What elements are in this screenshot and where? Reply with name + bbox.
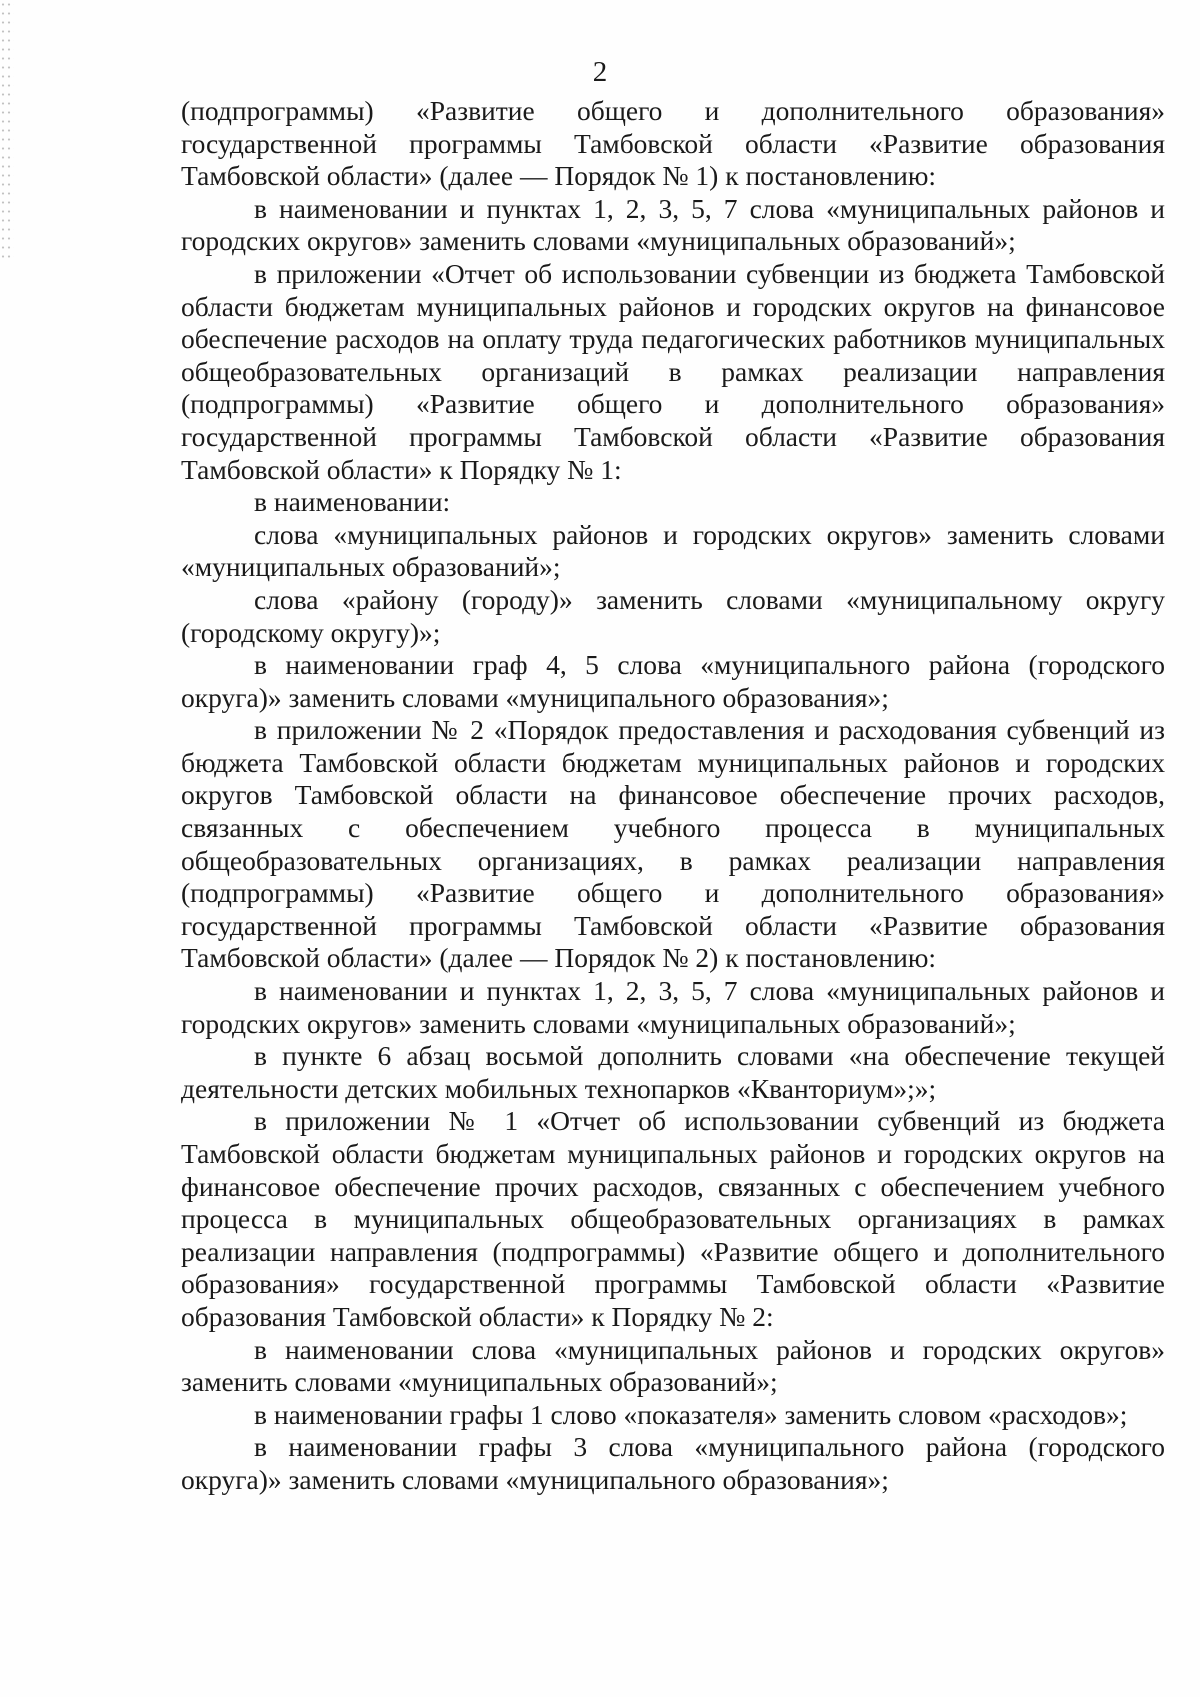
- document-body: [181, 95, 1165, 1497]
- paragraph: в наименовании:: [254, 486, 451, 518]
- paragraph: в наименовании слова «муниципальных районов и городских округов» заменить словами «муниципальных образований»;: [181, 1333, 1165, 1398]
- paragraph: в наименовании графы 3 слова «муниципального района (городского округа)» заменить словами «муниципального образования»;: [181, 1431, 1165, 1495]
- paragraph: (подпрограммы) «Развитие общего и дополнительного образования» государственной программы Тамбовской области «Развитие образования Тамбовской области» (далее — Порядок № 1) к постановлению:: [181, 95, 1165, 192]
- paragraph: в наименовании и пунктах 1, 2, 3, 5, 7 слова «муниципальных районов и городских округов» заменить словами «муниципальных образований»;: [181, 975, 1165, 1039]
- paragraph: в приложении № 2 «Порядок предоставления и расходования субвенций из бюджета Тамбовской области бюджетам муниципальных районов и городских округов Тамбовской области на финансовое обеспечение прочих расходов, связанных с обеспечением учебного процесса в муниципальных общеобразовательных организациях, в рамках реализации направления (подпрограммы) «Развитие общего и дополнительного образования» государственной программы Тамбовской области «Развитие образования Тамбовской области» (далее — Порядок № 2) к постановлению:: [181, 714, 1165, 974]
- paragraph: в наименовании графы 1 слово «показателя» заменить словом «расходов»;: [254, 1398, 1128, 1430]
- paragraph: в наименовании и пунктах 1, 2, 3, 5, 7 слова «муниципальных районов и городских округов» заменить словами «муниципальных образований»;: [181, 192, 1165, 257]
- paragraph: слова «району (городу)» заменить словами «муниципальному округу (городскому округу)»;: [181, 583, 1165, 648]
- paragraph: в наименовании граф 4, 5 слова «муниципального района (городского округа)» заменить словами «муниципального образования»;: [181, 649, 1165, 713]
- paragraph: в приложении № 1 «Отчет об использовании субвенций из бюджета Тамбовской области бюджетам муниципальных районов и городских округов на финансовое обеспечение прочих расходов, связанных с обеспечением учебного процесса в муниципальных общеобразовательных организациях в рамках реализации направления (подпрограммы) «Развитие общего и дополнительного образования» государственной программы Тамбовской области «Развитие образования Тамбовской области» к Порядку № 2:: [181, 1105, 1165, 1332]
- scan-edge-noise: [0, 0, 14, 260]
- paragraph: в пункте 6 абзац восьмой дополнить словами «на обеспечение текущей деятельности детских мобильных технопарков «Кванториум»;»;: [181, 1040, 1165, 1104]
- page-number: 2: [592, 56, 608, 88]
- paragraph: в приложении «Отчет об использовании субвенции из бюджета Тамбовской области бюджетам муниципальных районов и городских округов на финансовое обеспечение расходов на оплату труда педагогических работников муниципальных общеобразовательных организаций в рамках реализации направления (подпрограммы) «Развитие общего и дополнительного образования» государственной программы Тамбовской области «Развитие образования Тамбовской области» к Порядку № 1:: [181, 257, 1165, 485]
- paragraph: слова «муниципальных районов и городских округов» заменить словами «муниципальных образований»;: [181, 518, 1165, 583]
